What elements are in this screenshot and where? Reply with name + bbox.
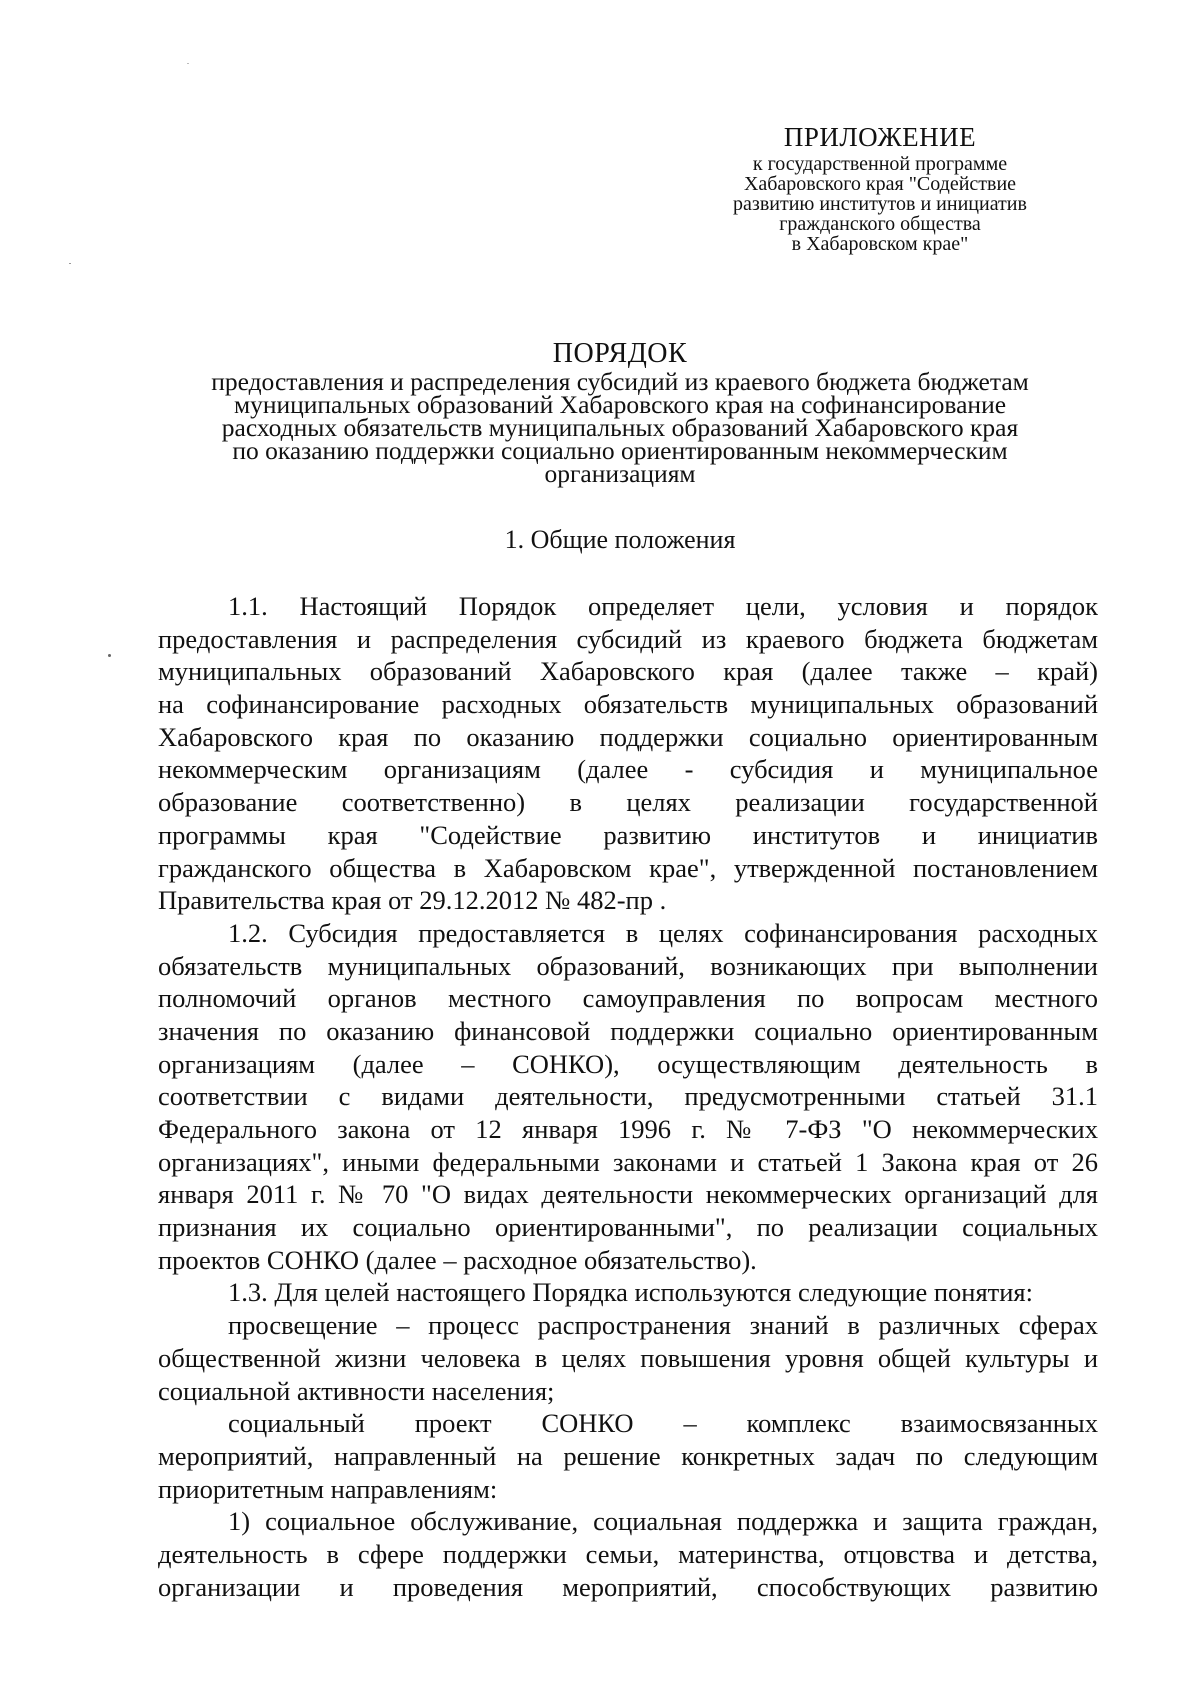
paragraph-line: 1.2. Субсидия предоставляется в целях софинансирования расходных bbox=[228, 917, 1098, 948]
scan-speck bbox=[69, 263, 71, 264]
annex-line: в Хабаровском крае" bbox=[791, 233, 969, 255]
annex-line: к государственной программе bbox=[752, 153, 1008, 175]
paragraph-line: организации и проведения мероприятий, способствующих развитию bbox=[158, 1571, 1098, 1602]
paragraph-line: образование соответственно) в целях реализации государственной bbox=[158, 787, 1098, 818]
paragraph-line: Правительства края от 29.12.2012 № 482-пр . bbox=[158, 885, 667, 916]
annex-block bbox=[700, 120, 1060, 254]
paragraph-line: гражданского общества в Хабаровском крае", утвержденной постановлением bbox=[158, 852, 1098, 883]
paragraph-line: общественной жизни человека в целях повышения уровня общей культуры и bbox=[158, 1342, 1098, 1373]
paragraph-line: организациям (далее – СОНКО), осуществляющим деятельность в bbox=[158, 1048, 1098, 1079]
body-text bbox=[158, 590, 1098, 1603]
paragraph-line: просвещение – процесс распространения знаний в различных сферах bbox=[228, 1310, 1098, 1341]
paragraph-line: признания их социально ориентированными", по реализации социальных bbox=[158, 1212, 1098, 1243]
paragraph-line: программы края "Содействие развитию институтов и инициатив bbox=[158, 819, 1098, 850]
paragraph-line: на софинансирование расходных обязательств муниципальных образований bbox=[158, 689, 1098, 720]
annex-line: развитию институтов и инициатив bbox=[733, 193, 1027, 215]
order-title: ПОРЯДОК bbox=[552, 338, 688, 369]
order-subtitle-line: по оказанию поддержки социально ориентированным некоммерческим bbox=[232, 436, 1008, 465]
order-subtitle-line: организациям bbox=[544, 459, 696, 488]
paragraph-line: организациях", иными федеральными законами и статьей 1 Закона края от 26 bbox=[158, 1146, 1098, 1177]
order-subtitle-line: муниципальных образований Хабаровского края на софинансирование bbox=[233, 390, 1007, 419]
paragraph-line: Федерального закона от 12 января 1996 г. № 7-ФЗ "О некоммерческих bbox=[158, 1114, 1098, 1144]
paragraph-line: предоставления и распределения субсидий из краевого бюджета бюджетам bbox=[158, 623, 1098, 654]
paragraph-line: социальной активности населения; bbox=[158, 1375, 555, 1406]
paragraph-line: мероприятий, направленный на решение конкретных задач по следующим bbox=[158, 1440, 1098, 1471]
order-subtitle-line: расходных обязательств муниципальных образований Хабаровского края bbox=[221, 413, 1019, 442]
paragraph-line: значения по оказанию финансовой поддержки социально ориентированным bbox=[158, 1015, 1098, 1046]
paragraph-line: соответствии с видами деятельности, предусмотренными статьей 31.1 bbox=[158, 1081, 1098, 1112]
paragraph-line: приоритетным направлениям: bbox=[158, 1473, 498, 1504]
paragraph-line: января 2011 г. № 70 "О видах деятельности некоммерческих организаций для bbox=[158, 1179, 1098, 1210]
paragraph-line: проектов СОНКО (далее – расходное обязательство). bbox=[158, 1244, 757, 1275]
paragraph-line: полномочий органов местного самоуправления по вопросам местного bbox=[158, 983, 1098, 1014]
order-subtitle-line: предоставления и распределения субсидий из краевого бюджета бюджетам bbox=[211, 367, 1029, 396]
paragraph-line: социальный проект СОНКО – комплекс взаимосвязанных bbox=[228, 1408, 1098, 1439]
paragraph-line: 1.1. Настоящий Порядок определяет цели, условия и порядок bbox=[228, 591, 1098, 621]
paragraph-line: 1.3. Для целей настоящего Порядка используются следующие понятия: bbox=[228, 1277, 1033, 1308]
annex-line: гражданского общества bbox=[779, 213, 981, 235]
paragraph-line: Хабаровского края по оказанию поддержки социально ориентированным bbox=[158, 721, 1098, 752]
section-heading: 1. Общие положения bbox=[504, 525, 736, 554]
margin-dot bbox=[108, 654, 111, 657]
scan-speck bbox=[187, 63, 189, 64]
order-heading-block bbox=[150, 338, 1090, 488]
annex-title: ПРИЛОЖЕНИЕ bbox=[783, 122, 977, 152]
paragraph-line: некоммерческим организациям (далее - субсидия и муниципальное bbox=[158, 754, 1098, 785]
paragraph-line: деятельность в сфере поддержки семьи, материнства, отцовства и детства, bbox=[158, 1538, 1098, 1569]
paragraph-line: обязательств муниципальных образований, возникающих при выполнении bbox=[158, 950, 1098, 981]
paragraph-line: 1) социальное обслуживание, социальная поддержка и защита граждан, bbox=[228, 1506, 1098, 1537]
annex-line: Хабаровского края "Содействие bbox=[743, 173, 1017, 195]
paragraph-line: муниципальных образований Хабаровского края (далее также – край) bbox=[158, 656, 1098, 687]
